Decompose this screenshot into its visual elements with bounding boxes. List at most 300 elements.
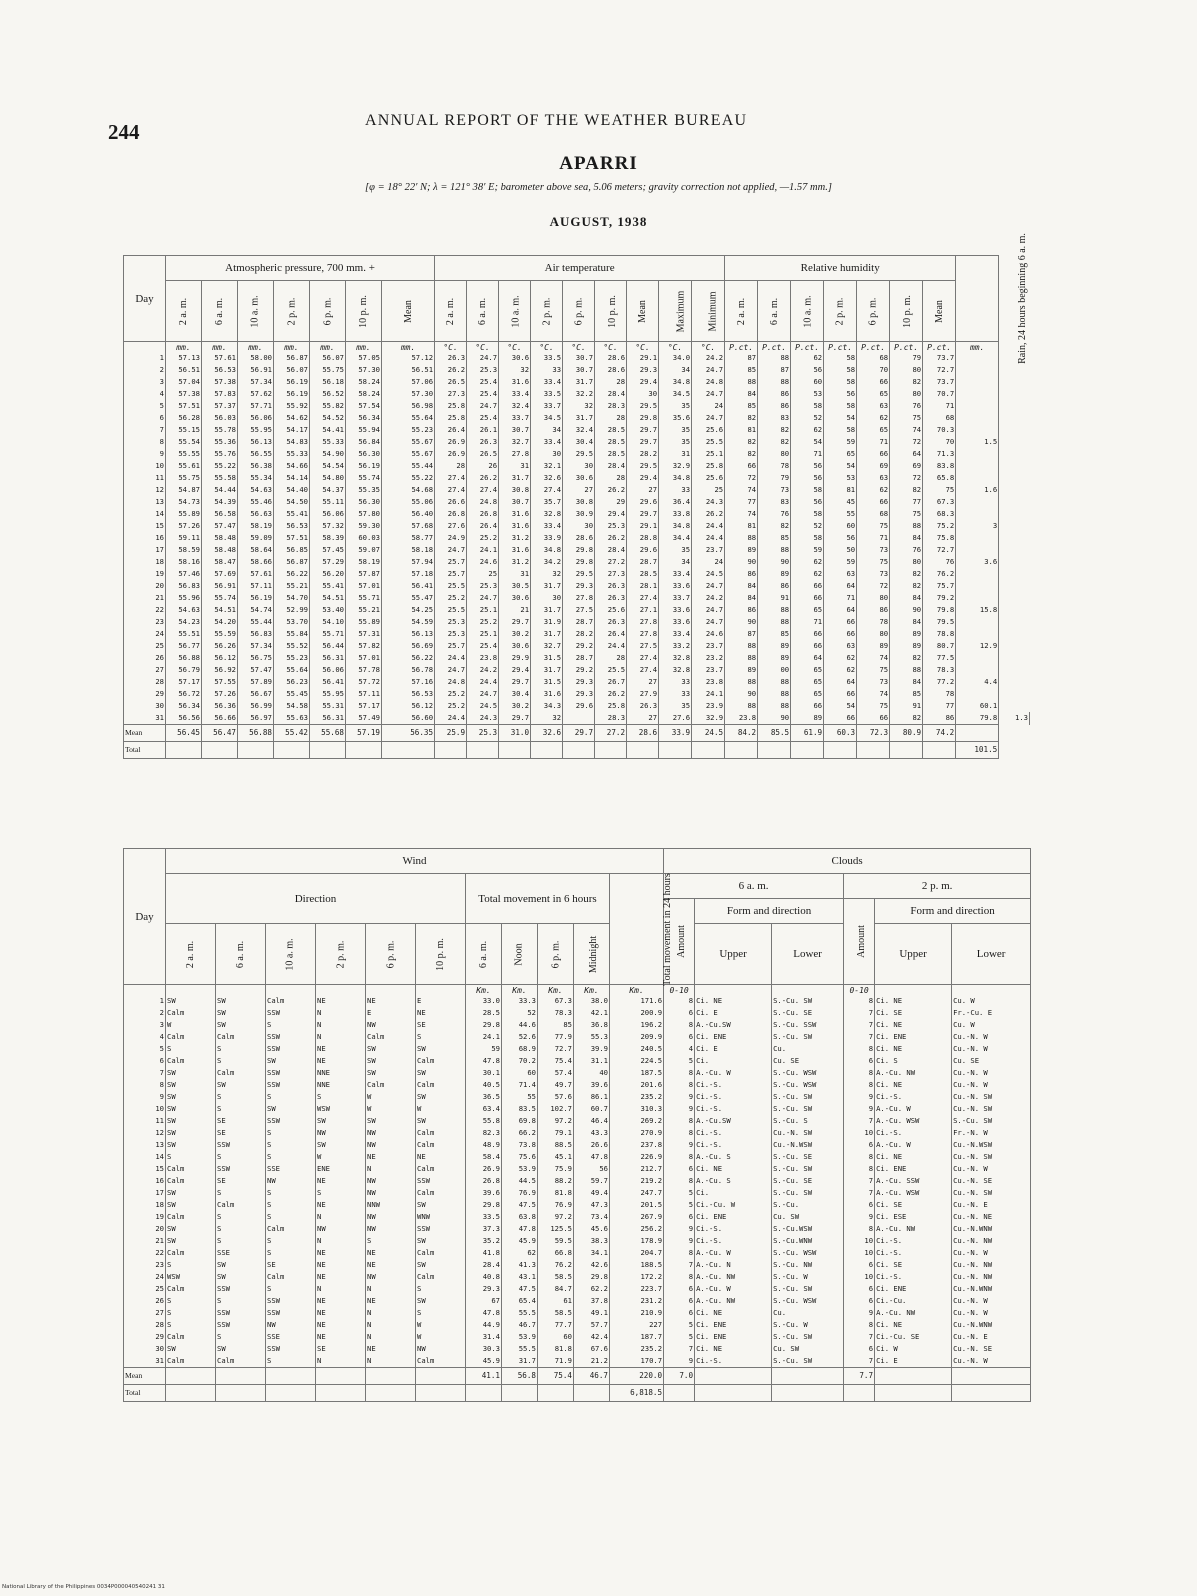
total-cell <box>416 1385 466 1402</box>
data-cell: 25.4 <box>467 388 499 400</box>
wind-group-header: Wind <box>166 849 664 874</box>
data-cell: 30.2 <box>499 700 531 712</box>
data-cell: 7 <box>844 1019 875 1031</box>
data-cell: 237.8 <box>610 1139 664 1151</box>
data-cell: 4 <box>664 1043 695 1055</box>
data-cell <box>956 424 999 436</box>
day-cell: 5 <box>124 400 166 412</box>
data-cell: 82 <box>758 424 791 436</box>
data-cell: Cu. SW <box>772 1211 844 1223</box>
data-cell: NW <box>366 1187 416 1199</box>
column-header: 10 p. m. <box>346 281 382 342</box>
data-cell: 25.7 <box>435 568 467 580</box>
data-cell <box>956 652 999 664</box>
data-cell: 26.4 <box>595 628 627 640</box>
total-cell <box>664 1385 695 1402</box>
data-cell: 74 <box>857 688 890 700</box>
data-cell: 27 <box>627 676 659 688</box>
data-cell: 5 <box>664 1331 695 1343</box>
data-cell: Calm <box>416 1247 466 1259</box>
data-cell: 30.4 <box>499 688 531 700</box>
unit-cell: P.ct. <box>758 342 791 353</box>
data-cell: 77.5 <box>923 652 956 664</box>
data-cell: 56.38 <box>238 460 274 472</box>
data-cell: Ci. E <box>875 1355 952 1368</box>
data-cell: 12.9 <box>956 640 999 652</box>
month-title: AUGUST, 1938 <box>549 214 648 229</box>
data-cell: 55.96 <box>166 592 202 604</box>
data-cell: 75.7 <box>923 580 956 592</box>
data-cell: 6 <box>664 1307 695 1319</box>
data-cell: 32.7 <box>499 436 531 448</box>
data-cell: 25.1 <box>467 604 499 616</box>
data-cell: Ci.-S. <box>875 1127 952 1139</box>
data-cell: Calm <box>416 1139 466 1151</box>
data-cell: 28.4 <box>595 460 627 472</box>
data-cell: SE <box>316 1343 366 1355</box>
data-cell: 24.7 <box>692 604 725 616</box>
data-cell: 62 <box>502 1247 538 1259</box>
data-cell: 40 <box>574 1067 610 1079</box>
clouds-6am-header: 6 a. m. <box>664 874 844 899</box>
day-cell: 9 <box>124 1091 166 1103</box>
data-cell: 56.34 <box>166 700 202 712</box>
data-cell: A.-Cu. W <box>695 1247 772 1259</box>
data-cell: 24.7 <box>467 592 499 604</box>
mean-cell: 56.45 <box>166 725 202 742</box>
data-cell: 30.5 <box>499 580 531 592</box>
data-cell: S.-Cu. SW <box>952 1115 1031 1127</box>
data-cell: W <box>316 1151 366 1163</box>
data-cell: SW <box>166 1139 216 1151</box>
data-cell: 35 <box>659 436 692 448</box>
table-row <box>124 1283 1031 1295</box>
data-cell: 54.44 <box>202 484 238 496</box>
data-cell: S <box>216 1055 266 1067</box>
data-cell: 25.8 <box>435 412 467 424</box>
data-cell: A.-Cu. W <box>875 1103 952 1115</box>
rain-column-header: Rain, 24 hours beginning 6 a. m. <box>956 256 999 342</box>
data-cell: 56.12 <box>382 700 435 712</box>
data-cell: SW <box>166 1127 216 1139</box>
data-cell: Cu. SE <box>772 1055 844 1067</box>
data-cell: SW <box>166 1187 216 1199</box>
data-cell: 57.26 <box>166 520 202 532</box>
data-cell: 26.2 <box>595 484 627 496</box>
column-header: 2 a. m. <box>435 281 467 342</box>
data-cell: 31.6 <box>499 520 531 532</box>
data-cell: 82 <box>890 484 923 496</box>
column-header: Minimum <box>692 281 725 342</box>
data-cell: SW <box>166 1103 216 1115</box>
data-cell <box>956 628 999 640</box>
data-cell: 68 <box>923 412 956 424</box>
data-cell: 30 <box>531 448 563 460</box>
data-cell: 24.7 <box>692 412 725 424</box>
data-cell: NE <box>366 1259 416 1271</box>
data-cell: N <box>366 1307 416 1319</box>
data-cell <box>956 448 999 460</box>
data-cell: 31.7 <box>563 412 595 424</box>
mean-cell: 56.88 <box>238 725 274 742</box>
data-cell: 55.47 <box>382 592 435 604</box>
data-cell: 24.4 <box>692 520 725 532</box>
table-row <box>124 1331 1031 1343</box>
data-cell: NE <box>316 1055 366 1067</box>
unit-cell: °C. <box>563 342 595 353</box>
data-cell: 35 <box>659 700 692 712</box>
data-cell: 29.8 <box>466 1199 502 1211</box>
data-cell: Calm <box>416 1271 466 1283</box>
data-cell: 30.2 <box>499 628 531 640</box>
data-cell: 66 <box>791 700 824 712</box>
data-cell: 76 <box>890 544 923 556</box>
data-cell: 81 <box>725 520 758 532</box>
data-cell: 66 <box>791 640 824 652</box>
data-cell: 53 <box>791 388 824 400</box>
data-cell: 56.84 <box>346 436 382 448</box>
data-cell: S <box>416 1307 466 1319</box>
mean-cell: 57.19 <box>346 725 382 742</box>
data-cell: Ci. SE <box>875 1007 952 1019</box>
table-row <box>124 995 1031 1007</box>
data-cell: 56.06 <box>310 664 346 676</box>
data-cell: 56.63 <box>238 508 274 520</box>
data-cell: 56.78 <box>382 664 435 676</box>
data-cell: 30.6 <box>499 640 531 652</box>
data-cell: 86 <box>758 580 791 592</box>
data-cell: 55.21 <box>346 604 382 616</box>
data-cell: Calm <box>416 1163 466 1175</box>
data-cell: 27.8 <box>563 592 595 604</box>
data-cell: 76 <box>923 556 956 568</box>
data-cell: Ci. W <box>875 1343 952 1355</box>
column-header: Mean <box>382 281 435 342</box>
day-cell: 7 <box>124 1067 166 1079</box>
data-cell: 70.2 <box>502 1055 538 1067</box>
data-cell: 56 <box>791 472 824 484</box>
data-cell: 54.25 <box>382 604 435 616</box>
data-cell: Ci.-S. <box>695 1355 772 1368</box>
data-cell: 178.9 <box>610 1235 664 1247</box>
data-cell: 7 <box>844 1031 875 1043</box>
data-cell: NE <box>366 995 416 1007</box>
data-cell: W <box>366 1091 416 1103</box>
data-cell: 210.9 <box>610 1307 664 1319</box>
data-cell <box>956 568 999 580</box>
data-cell: 54 <box>791 436 824 448</box>
data-cell: 38.3 <box>574 1235 610 1247</box>
data-cell: Calm <box>216 1067 266 1079</box>
table-row <box>124 712 1030 725</box>
unit-cell: mm. <box>238 342 274 353</box>
day-cell: 3 <box>124 376 166 388</box>
data-cell: SSW <box>416 1223 466 1235</box>
data-cell: 85 <box>725 400 758 412</box>
data-cell: 8 <box>844 1079 875 1091</box>
data-cell: 72 <box>857 580 890 592</box>
data-cell: A.-Cu. NW <box>695 1271 772 1283</box>
data-cell: NE <box>416 1007 466 1019</box>
data-cell: 24.6 <box>692 628 725 640</box>
data-cell: 6 <box>844 1343 875 1355</box>
data-cell: 23.7 <box>692 640 725 652</box>
data-cell: SW <box>416 1115 466 1127</box>
data-cell: 26.1 <box>467 424 499 436</box>
data-cell: 59 <box>466 1043 502 1055</box>
data-cell: 30.4 <box>563 436 595 448</box>
day-cell: 30 <box>124 1343 166 1355</box>
column-header: 10 p. m. <box>890 281 923 342</box>
data-cell: Cu. SW <box>772 1343 844 1355</box>
data-cell: 9 <box>844 1211 875 1223</box>
data-cell: NNE <box>316 1079 366 1091</box>
data-cell: 6 <box>664 1295 695 1307</box>
data-cell: 31.7 <box>531 580 563 592</box>
data-cell: 63 <box>857 472 890 484</box>
amount-6am-header: Amount <box>664 899 695 985</box>
mean-cell: 25.3 <box>467 725 499 742</box>
data-cell: SW <box>416 1235 466 1247</box>
table-row <box>124 532 1030 544</box>
data-cell: 8 <box>844 1319 875 1331</box>
data-cell: 56.72 <box>166 688 202 700</box>
data-cell: 56.75 <box>238 652 274 664</box>
data-cell: 59 <box>791 544 824 556</box>
data-cell: 25.3 <box>467 364 499 376</box>
table-row <box>124 556 1030 568</box>
data-cell: 57.54 <box>346 400 382 412</box>
total-cell <box>692 742 725 759</box>
form-direction-2pm-header: Form and direction <box>875 899 1031 924</box>
data-cell: 85 <box>890 688 923 700</box>
data-cell: 24.8 <box>435 676 467 688</box>
data-cell: Calm <box>416 1127 466 1139</box>
data-cell: 27.2 <box>595 556 627 568</box>
data-cell: 226.9 <box>610 1151 664 1163</box>
data-cell: 56.77 <box>166 640 202 652</box>
data-cell: 56.41 <box>382 580 435 592</box>
data-cell: 56.31 <box>310 652 346 664</box>
data-cell: 72 <box>725 472 758 484</box>
data-cell: 78 <box>857 616 890 628</box>
data-cell: NW <box>366 1139 416 1151</box>
data-cell: 24.2 <box>692 352 725 364</box>
data-cell <box>956 400 999 412</box>
data-cell: 88 <box>758 604 791 616</box>
day-cell: 1 <box>124 352 166 364</box>
data-cell: 88 <box>758 376 791 388</box>
data-cell: 44.6 <box>502 1019 538 1031</box>
data-cell: SW <box>366 1055 416 1067</box>
data-cell: Cu.-N.WNW <box>952 1283 1031 1295</box>
data-cell: 64 <box>824 676 857 688</box>
data-cell: Calm <box>416 1079 466 1091</box>
data-cell: 57.34 <box>238 376 274 388</box>
data-cell: 55.11 <box>310 496 346 508</box>
data-cell: 55.52 <box>274 640 310 652</box>
mean-label: Mean <box>124 725 166 742</box>
data-cell: 32.8 <box>531 508 563 520</box>
data-cell: NNW <box>366 1199 416 1211</box>
data-cell: 54.66 <box>274 460 310 472</box>
mean-cell: 46.7 <box>574 1368 610 1385</box>
data-cell: NW <box>266 1175 316 1187</box>
data-cell: S <box>166 1259 216 1271</box>
table-row <box>124 1199 1031 1211</box>
data-cell: 56 <box>824 388 857 400</box>
data-cell: Ci. NE <box>875 995 952 1007</box>
data-cell: 55.46 <box>238 496 274 508</box>
data-cell: 34.1 <box>574 1247 610 1259</box>
day-cell: 31 <box>124 1355 166 1368</box>
data-cell: 73 <box>857 544 890 556</box>
data-cell: 71 <box>857 436 890 448</box>
unit-cell: mm. <box>382 342 435 353</box>
data-cell: 54.54 <box>310 460 346 472</box>
data-cell: NE <box>316 1175 366 1187</box>
data-cell: 54.68 <box>382 484 435 496</box>
data-cell: 54 <box>824 460 857 472</box>
direction-header: Direction <box>166 874 466 924</box>
total-cell <box>844 1385 875 1402</box>
data-cell: A.-Cu. NW <box>875 1307 952 1319</box>
data-cell: 25.8 <box>692 460 725 472</box>
data-cell: 90 <box>890 604 923 616</box>
data-cell: 67.3 <box>923 496 956 508</box>
data-cell: 84.7 <box>538 1283 574 1295</box>
data-cell: 6 <box>844 1199 875 1211</box>
data-cell: Calm <box>266 1271 316 1283</box>
data-cell: 56.53 <box>274 520 310 532</box>
data-cell: 80 <box>857 592 890 604</box>
data-cell: Ci.-Cu. <box>875 1295 952 1307</box>
day-cell: 9 <box>124 448 166 460</box>
data-cell: Cu.-N. NE <box>952 1211 1031 1223</box>
data-cell: 57.4 <box>538 1067 574 1079</box>
data-cell: 26.8 <box>466 1175 502 1187</box>
unit-cell <box>316 985 366 996</box>
data-cell: 172.2 <box>610 1271 664 1283</box>
data-cell: 55.63 <box>274 712 310 725</box>
total-cell <box>574 1385 610 1402</box>
data-cell: 28.1 <box>627 580 659 592</box>
data-cell: 29.3 <box>466 1283 502 1295</box>
data-cell: 67.3 <box>538 995 574 1007</box>
data-cell: 31.6 <box>499 376 531 388</box>
data-cell: 9 <box>844 1103 875 1115</box>
mean-row <box>124 1368 1031 1385</box>
column-header: 2 p. m. <box>274 281 310 342</box>
data-cell: SW <box>166 995 216 1007</box>
data-cell: A.-Cu. NW <box>875 1067 952 1079</box>
data-cell: 26.2 <box>435 364 467 376</box>
data-cell: 71 <box>923 400 956 412</box>
data-cell: 55.41 <box>274 508 310 520</box>
data-cell: 235.2 <box>610 1343 664 1355</box>
data-cell: 30.6 <box>499 352 531 364</box>
data-cell: Calm <box>166 1007 216 1019</box>
data-cell: 66 <box>824 628 857 640</box>
data-cell: NW <box>316 1223 366 1235</box>
data-cell: 54.59 <box>382 616 435 628</box>
data-cell: 89 <box>758 568 791 580</box>
data-cell: 55.36 <box>202 436 238 448</box>
data-cell: SW <box>366 1067 416 1079</box>
data-cell: 65 <box>857 424 890 436</box>
mean-cell: 24.5 <box>692 725 725 742</box>
total-cell <box>659 742 692 759</box>
data-cell: 32.6 <box>531 472 563 484</box>
data-cell: SW <box>366 1115 416 1127</box>
mean-cell: 31.0 <box>499 725 531 742</box>
data-cell: 47.8 <box>466 1307 502 1319</box>
data-cell: 86 <box>758 400 791 412</box>
data-cell: 73.4 <box>574 1211 610 1223</box>
data-cell: W <box>416 1331 466 1343</box>
data-cell: 59.5 <box>538 1235 574 1247</box>
data-cell: N <box>366 1319 416 1331</box>
data-cell: 24.5 <box>692 568 725 580</box>
table-row <box>124 376 1030 388</box>
data-cell: 23.2 <box>692 652 725 664</box>
data-cell: 56.91 <box>202 580 238 592</box>
data-cell: 65.4 <box>502 1295 538 1307</box>
data-cell: Ci.-S. <box>875 1235 952 1247</box>
data-cell: 29.5 <box>563 568 595 580</box>
data-cell: 53.9 <box>502 1163 538 1175</box>
data-cell: 310.3 <box>610 1103 664 1115</box>
data-cell: A.-Cu. NW <box>695 1295 772 1307</box>
data-cell: 75 <box>857 700 890 712</box>
data-cell: 47.8 <box>574 1151 610 1163</box>
data-cell: 54.52 <box>310 412 346 424</box>
data-cell: 65 <box>824 448 857 460</box>
data-cell: Cu.-N. SE <box>952 1343 1031 1355</box>
data-cell: 24.7 <box>467 688 499 700</box>
data-cell: 28.6 <box>595 364 627 376</box>
data-cell: 77.9 <box>538 1031 574 1043</box>
day-cell: 25 <box>124 640 166 652</box>
data-cell: 26.4 <box>467 520 499 532</box>
data-cell: SE <box>216 1127 266 1139</box>
data-cell: 79.8 <box>956 712 999 725</box>
data-cell: NE <box>316 1271 366 1283</box>
data-cell: 57.72 <box>346 676 382 688</box>
table-row <box>124 604 1030 616</box>
table-row <box>124 1307 1031 1319</box>
data-cell: 55 <box>824 508 857 520</box>
day-cell: 25 <box>124 1283 166 1295</box>
data-cell: 56.19 <box>346 460 382 472</box>
data-cell: 44.9 <box>466 1319 502 1331</box>
data-cell: 8 <box>844 995 875 1007</box>
data-cell: 32.9 <box>692 712 725 725</box>
data-cell: 58 <box>791 484 824 496</box>
data-cell: 57.87 <box>346 568 382 580</box>
day-cell: 29 <box>124 1331 166 1343</box>
data-cell: 55.23 <box>274 652 310 664</box>
data-cell: 24.7 <box>435 544 467 556</box>
data-cell: 89 <box>758 652 791 664</box>
data-cell: 23.8 <box>467 652 499 664</box>
data-cell: 56.52 <box>310 388 346 400</box>
data-cell: 65.8 <box>923 472 956 484</box>
day-cell: 22 <box>124 1247 166 1259</box>
data-cell: 56.07 <box>310 352 346 364</box>
mean-cell <box>772 1368 844 1385</box>
data-cell: WSW <box>166 1271 216 1283</box>
